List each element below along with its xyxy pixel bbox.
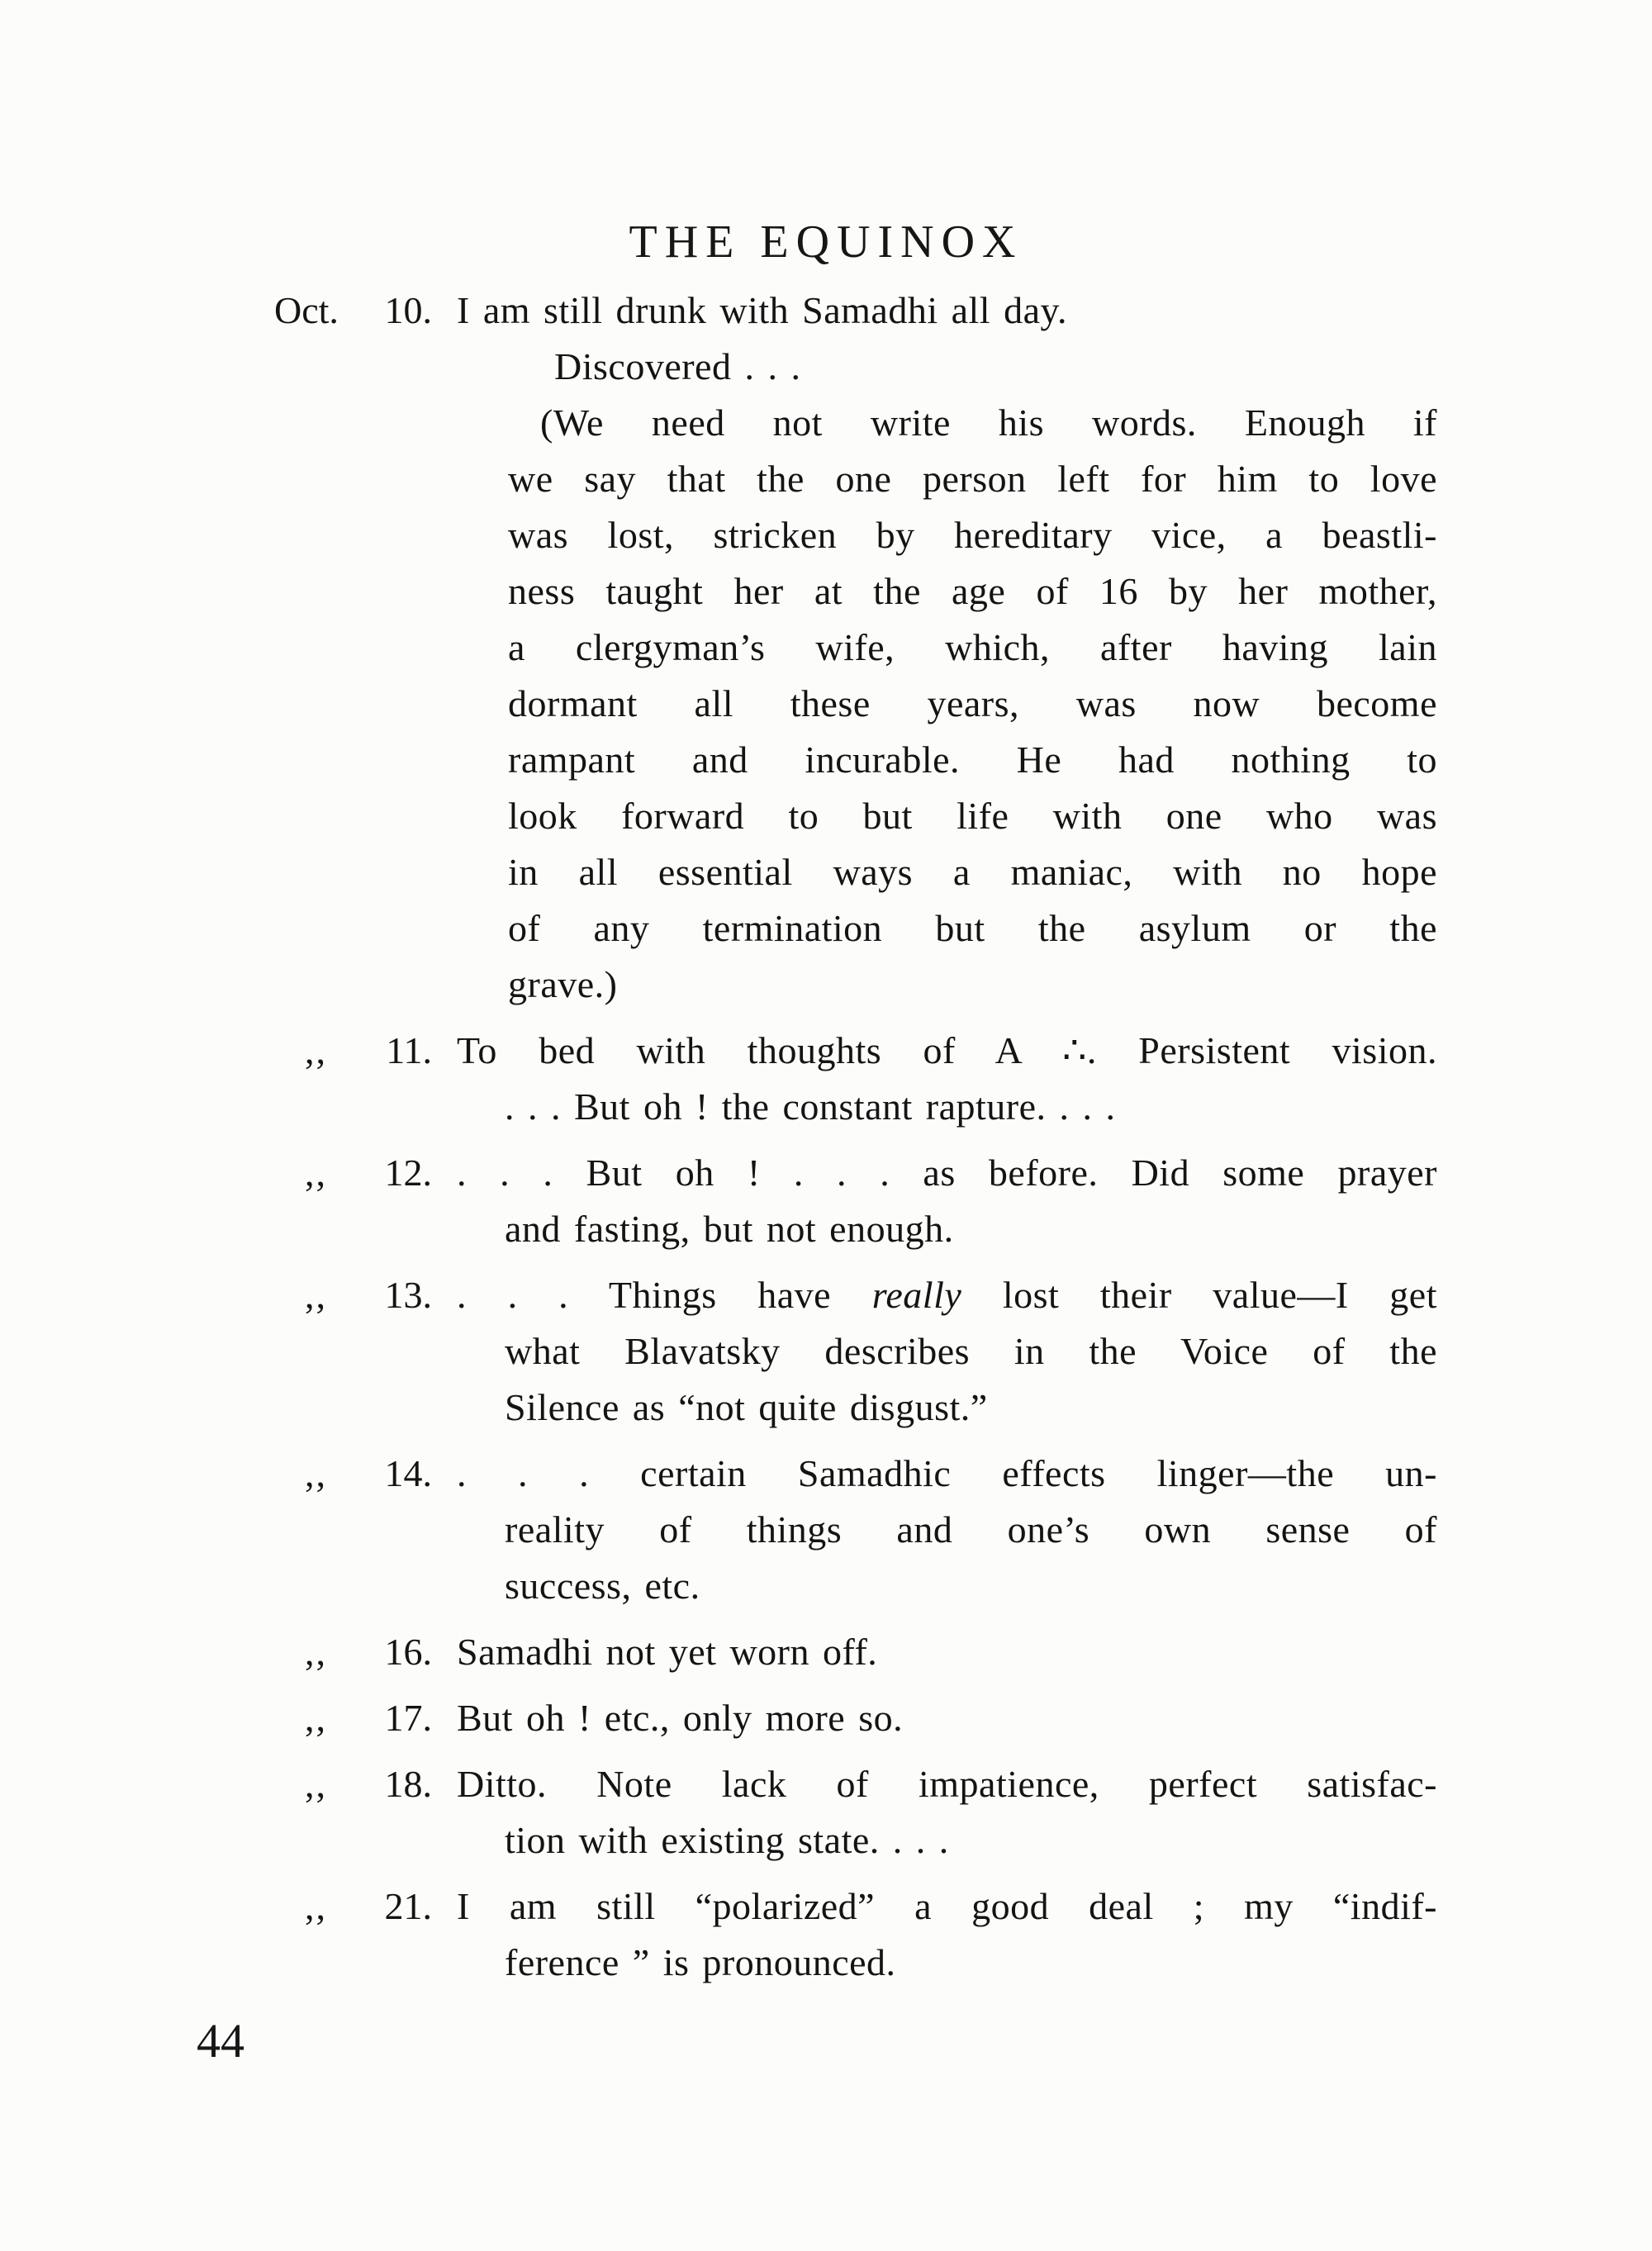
entry-date: ,,: [305, 1885, 327, 1927]
entry-label: [274, 1878, 457, 1991]
entry-body: [457, 283, 1437, 1013]
entry-line: I am still drunk with Samadhi all day.: [457, 289, 1068, 331]
entry-body: [457, 1023, 1437, 1135]
entry-line: ference ” is pronounced.: [505, 1941, 896, 1983]
entry-label: [274, 1145, 457, 1257]
entry-body: [457, 1624, 1437, 1680]
entry-label: [274, 1023, 457, 1135]
page-number: 44: [197, 2014, 244, 2068]
entry-body: [457, 1145, 1437, 1257]
entry-label: [274, 1690, 457, 1746]
entry-body: [457, 1267, 1437, 1436]
diary-entries: [274, 283, 1437, 1991]
diary-entry: [274, 1145, 1437, 1257]
entry-label: [274, 1756, 457, 1869]
entry-date: Oct.: [274, 289, 339, 331]
entry-line: look forward to but life with one who was: [508, 795, 1437, 837]
entry-date: ,,: [305, 1631, 327, 1673]
entry-line: [457, 1267, 1437, 1323]
diary-entry: [274, 1690, 1437, 1746]
entry-line: . . . But oh ! the constant rapture. . . .: [505, 1085, 1116, 1128]
diary-entry: [274, 1267, 1437, 1436]
entry-label: [274, 1267, 457, 1436]
diary-entry: [274, 283, 1437, 1013]
entry-line: But oh ! etc., only more so.: [457, 1697, 904, 1739]
entry-line: Silence as “not quite disgust.”: [505, 1386, 988, 1428]
entry-line: what Blavatsky describes in the Voice of the: [505, 1330, 1437, 1372]
entry-day-number: 16.: [384, 1631, 432, 1673]
entry-label: [274, 283, 457, 1013]
entry-line: success, etc.: [505, 1565, 700, 1607]
entry-line: and fasting, but not enough.: [505, 1208, 954, 1250]
diary-entry: [274, 1446, 1437, 1614]
diary-entry: [274, 1023, 1437, 1135]
entry-day-number: 21.: [384, 1885, 432, 1927]
entry-line: reality of things and one’s own sense of: [505, 1508, 1437, 1551]
entry-line: Ditto. Note lack of impatience, perfect satisfac-: [457, 1763, 1437, 1805]
diary-entry: [274, 1624, 1437, 1680]
entry-line: (We need not write his words. Enough if: [540, 401, 1437, 444]
entry-date: ,,: [305, 1763, 327, 1805]
entry-line: To bed with thoughts of A ∴. Persistent vision.: [457, 1029, 1437, 1071]
entry-body: [457, 1756, 1437, 1869]
entry-line: rampant and incurable. He had nothing to: [508, 738, 1437, 781]
entry-date: ,,: [305, 1029, 327, 1071]
entry-line: . . . But oh ! . . . as before. Did some prayer: [457, 1152, 1437, 1194]
entry-line: I am still “polarized” a good deal ; my “indif-: [457, 1885, 1437, 1927]
entry-line: a clergyman’s wife, which, after having lain: [508, 626, 1437, 668]
entry-line: in all essential ways a maniac, with no hope: [508, 851, 1437, 893]
entry-body: [457, 1446, 1437, 1614]
entry-day-number: 11.: [386, 1029, 432, 1071]
entry-date: ,,: [305, 1697, 327, 1739]
entry-line: Discovered . . .: [554, 345, 801, 387]
entry-line: we say that the one person left for him to love: [508, 458, 1437, 500]
text-segment: lost their value—I get: [961, 1274, 1437, 1316]
entry-day-number: 17.: [384, 1697, 432, 1739]
entry-day-number: 10.: [384, 289, 432, 331]
entry-date: ,,: [305, 1152, 327, 1194]
entry-body: [457, 1690, 1437, 1746]
entry-line: dormant all these years, was now become: [508, 682, 1437, 724]
entry-line: . . . certain Samadhic effects linger—the un-: [457, 1452, 1437, 1494]
entry-day-number: 12.: [384, 1152, 432, 1194]
text-segment: . . . Things have: [457, 1274, 872, 1316]
entry-line: was lost, stricken by hereditary vice, a beastli-: [508, 514, 1437, 556]
diary-entry: [274, 1878, 1437, 1991]
entry-label: [274, 1446, 457, 1614]
entry-date: ,,: [305, 1274, 327, 1316]
entry-day-number: 13.: [384, 1274, 432, 1316]
diary-entry: [274, 1756, 1437, 1869]
entry-day-number: 18.: [384, 1763, 432, 1805]
entry-line: ness taught her at the age of 16 by her mother,: [508, 570, 1437, 612]
page-title: THE EQUINOX: [629, 216, 1023, 268]
entry-day-number: 14.: [384, 1452, 432, 1494]
entry-body: [457, 1878, 1437, 1991]
entry-date: ,,: [305, 1452, 327, 1494]
entry-label: [274, 1624, 457, 1680]
entry-line: Samadhi not yet worn off.: [457, 1631, 878, 1673]
entry-line: of any termination but the asylum or the: [508, 907, 1437, 949]
emphasized-word: really: [871, 1274, 962, 1316]
entry-line: tion with existing state. . . .: [505, 1819, 949, 1861]
entry-line: grave.): [508, 963, 618, 1005]
